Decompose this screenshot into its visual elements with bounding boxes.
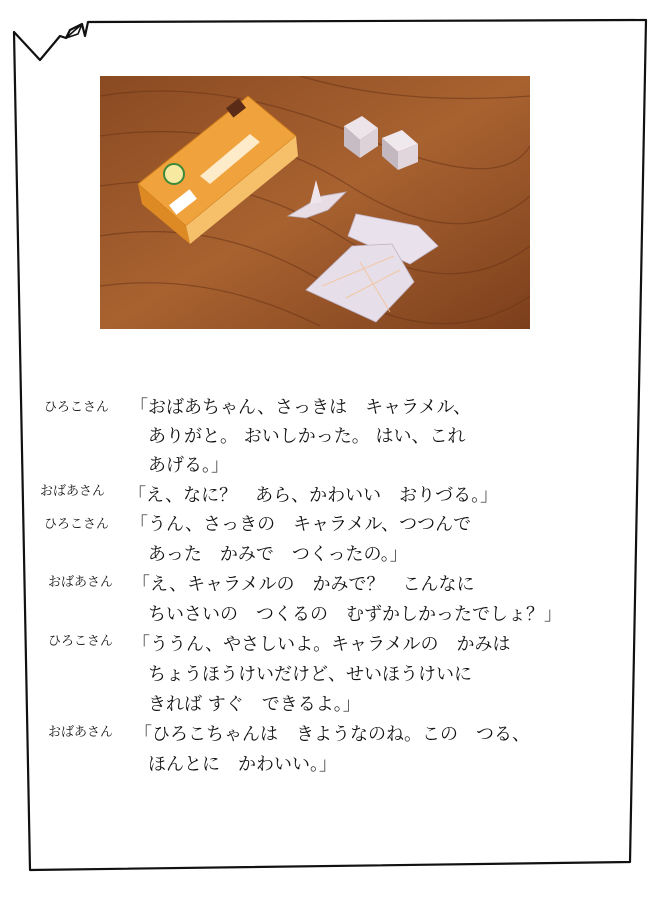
dialogue-line: あげる。」 xyxy=(148,455,229,476)
dialogue-line: 「おばあちゃん、さっきは キャラメル、 xyxy=(130,397,472,418)
speaker-label: ひろこさん xyxy=(48,634,114,649)
dialogue-line: 「え、キャラメルの かみで？ こんなに xyxy=(132,574,475,595)
speaker-label: おばあさん xyxy=(48,725,114,740)
speaker-label: ひろこさん xyxy=(44,400,110,415)
dialogue-line: 「え、なに？ あら、かわいい おりづる。」 xyxy=(128,485,499,506)
speaker-label: おばあさん xyxy=(48,575,114,590)
dialogue-line: ありがと。 おいしかった。 はい、これ xyxy=(148,426,466,447)
speaker-label: おばあさん xyxy=(40,484,106,499)
speaker-label: ひろこさん xyxy=(44,517,110,532)
dialogue-line: ちいさいの つくるの むずかしかったでしょ？」 xyxy=(148,604,562,625)
dialogue-line: ちょうほうけいだけど、せいほうけいに xyxy=(148,664,472,685)
dialogue-line: きれば すぐ できるよ。」 xyxy=(148,694,361,715)
dialogue-line: 「ううん、やさしいよ。キャラメルの かみは xyxy=(132,634,511,655)
dialogue-line: ほんとに かわいい。」 xyxy=(148,754,337,775)
dialogue-line: 「うん、さっきの キャラメル、つつんで xyxy=(130,514,472,535)
dialogue-line: 「ひろこちゃんは きようなのね。この つる、 xyxy=(134,724,530,745)
caramel-crane-photo xyxy=(100,76,530,329)
dialogue-line: あった かみで つくったの。」 xyxy=(148,544,408,565)
